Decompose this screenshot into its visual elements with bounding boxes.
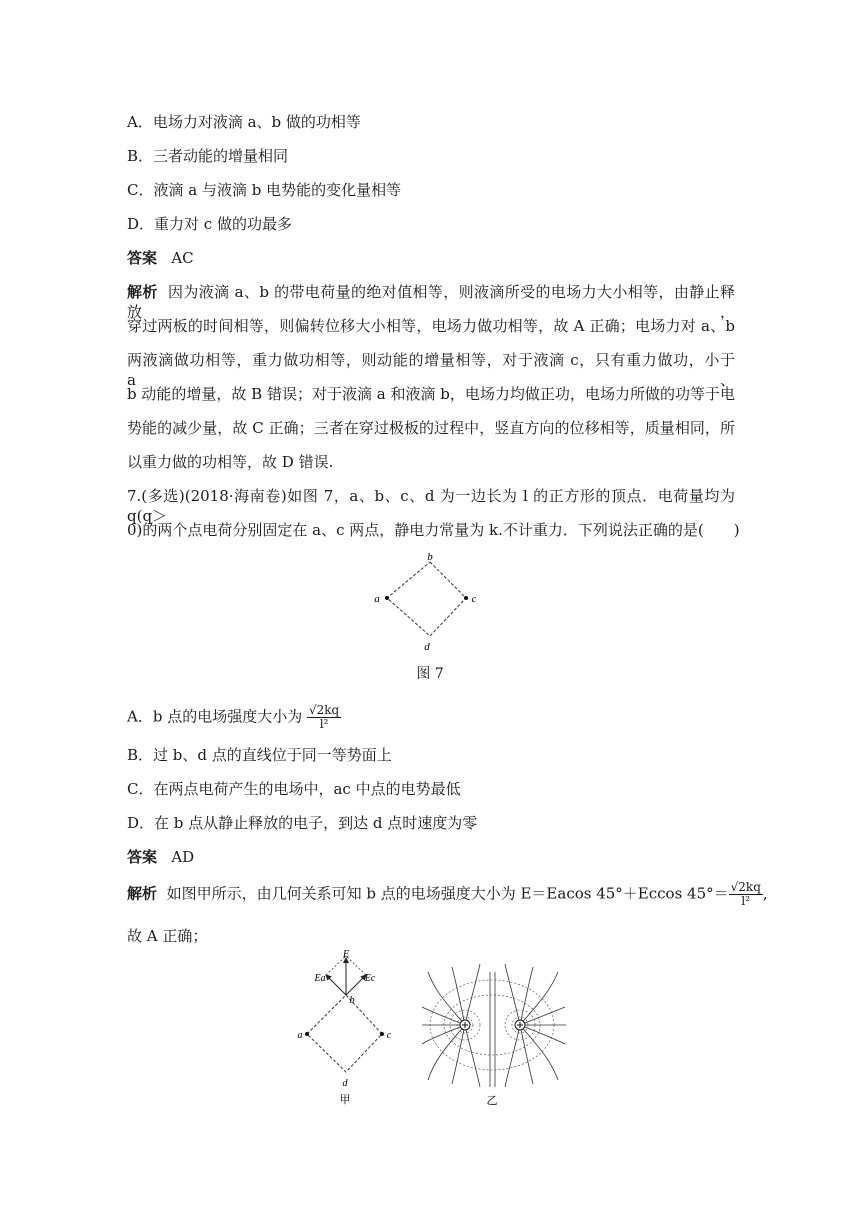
jia-label-b: b [349, 995, 355, 1006]
answer-label: 答案 [127, 249, 158, 267]
jia-label-Ec: Ec [364, 973, 376, 984]
jia-label-E: E [342, 949, 350, 960]
fig7-label-c: c [471, 593, 477, 605]
answer-value: AD [171, 848, 195, 866]
analysis-label: 解析 [127, 884, 158, 903]
fig7-label-d: d [424, 641, 430, 653]
q7-analysis-line-1: 解析 如图甲所示，由几何关系可知 b 点的电场强度大小为 E＝Eacos 45°＋Eccos 45°＝ $\frac{√2kq}{\text{l²}}$ , [127, 880, 768, 908]
jia-label-d: d [342, 1078, 348, 1089]
q7-option-b: B．过 b、d 点的直线位于同一等势面上 [127, 746, 392, 764]
figure-7-square [360, 550, 500, 655]
figure-jia-vector-diagram [290, 948, 400, 1108]
yi-caption: 乙 [486, 1095, 498, 1107]
jia-label-c: c [386, 1030, 392, 1041]
q6-option-c: C．液滴 a 与液滴 b 电势能的变化量相等 [127, 181, 402, 199]
q6-option-b: B．三者动能的增量相同 [127, 147, 289, 165]
answer-value: AC [171, 249, 194, 267]
q7-option-a: A．b 点的电场强度大小为 $\frac{√2kq}{\text{l²}}$ [127, 703, 340, 731]
q7-answer [127, 847, 194, 867]
answer-label: 答案 [127, 848, 158, 866]
q6-analysis-line-1: 解析 因为液滴 a、b 的带电荷量的绝对值相等，则液滴所受的电场力大小相等，由静止释放， [127, 283, 735, 321]
q7-stem-line-2: 0)的两个点电荷分别固定在 a、c 两点，静电力常量为 k.不计重力．下列说法正确的是( ) [127, 521, 740, 539]
q6-analysis-line-6: 以重力做的功相等，故 D 错误. [127, 453, 334, 471]
q6-analysis-line-3: 两液滴做功相等，重力做功相等，则动能的增量相等，对于液滴 c，只有重力做功，小于 a、 [127, 351, 735, 389]
q6-answer [127, 248, 194, 268]
jia-label-a: a [297, 1030, 303, 1041]
q6-analysis-line-2: 穿过两板的时间相等，则偏转位移大小相等，电场力做功相等，故 A 正确；电场力对 a、b [127, 317, 735, 335]
fraction: $\frac{√2kq}{\text{l²}}$ [309, 703, 340, 731]
fig7-label-b: b [427, 551, 433, 563]
q7-option-c: C．在两点电荷产生的电场中，ac 中点的电势最低 [127, 780, 461, 798]
q6-analysis-line-5: 势能的减少量，故 C 正确；三者在穿过极板的过程中，竖直方向的位移相等，质量相同，所 [127, 419, 735, 437]
figure-7-caption: 图 7 [416, 666, 444, 682]
q7-stem-line-1: 7.(多选)(2018·海南卷)如图 7，a、b、c、d 为一边长为 l 的正方形的顶点．电荷量均为 q(q＞ [127, 487, 735, 525]
fig7-label-a: a [374, 593, 380, 605]
q6-option-d: D．重力对 c 做的功最多 [127, 215, 292, 233]
q7-analysis-line-2: 故 A 正确； [127, 927, 208, 945]
analysis-label: 解析 [127, 283, 158, 301]
q6-analysis-line-4: b 动能的增量，故 B 错误；对于液滴 a 和液滴 b，电场力均做正功，电场力所做的功等于电 [127, 385, 735, 403]
figure-yi-field-lines [420, 962, 570, 1107]
fraction: $\frac{√2kq}{\text{l²}}$ [730, 880, 761, 908]
q6-option-a: A．电场力对液滴 a、b 做的功相等 [127, 113, 361, 131]
jia-caption: 甲 [339, 1094, 351, 1106]
q7-option-d: D．在 b 点从静止释放的电子，到达 d 点时速度为零 [127, 814, 478, 832]
jia-label-Ea: Ea [314, 973, 326, 984]
